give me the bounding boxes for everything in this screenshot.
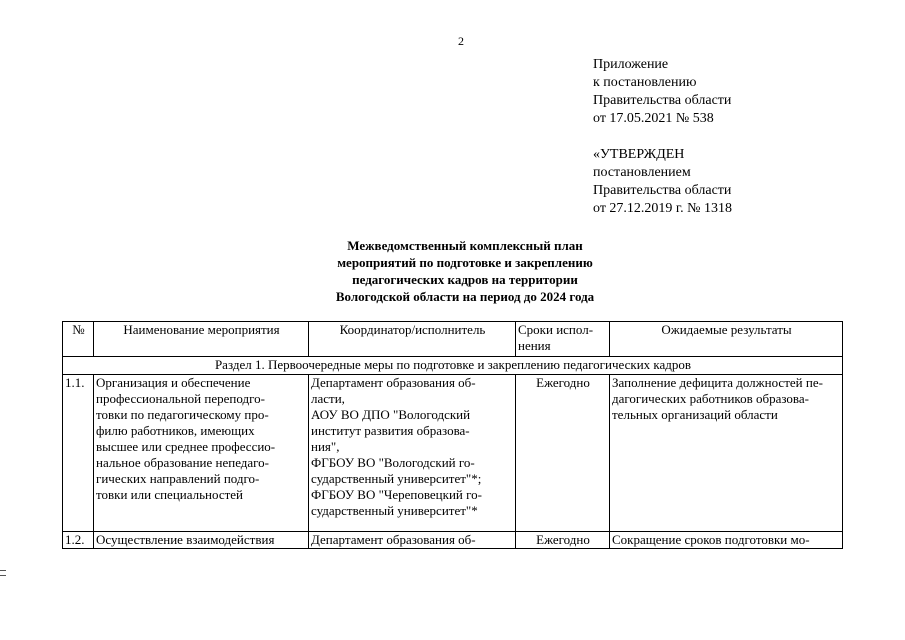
header-coordinator: Координатор/исполнитель — [309, 322, 516, 357]
appendix-line: Правительства области — [593, 93, 732, 108]
header-deadline-line: Сроки испол- — [518, 322, 594, 337]
row-coordinator-line: Департамент образования об- — [311, 375, 476, 390]
header-name: Наименование мероприятия — [94, 322, 309, 357]
row-coordinator — [309, 375, 516, 532]
row-name-line: филю работников, имеющих — [96, 423, 255, 438]
row-results-line: Заполнение дефицита должностей пе- — [612, 375, 823, 390]
appendix-line: к постановлению — [593, 75, 697, 90]
row-coordinator-line: ния", — [311, 439, 340, 454]
title-line: педагогических кадров на территории — [352, 272, 578, 287]
row-results — [610, 532, 843, 549]
row-name-line: гических направлений подго- — [96, 471, 260, 486]
row-coordinator-line: ФГБОУ ВО "Вологодский го- — [311, 455, 475, 470]
row-deadline: Ежегодно — [516, 532, 610, 549]
row-name-line: товки или специальностей — [96, 487, 243, 502]
approval-line: постановлением — [593, 165, 691, 180]
row-coordinator-line: ФГБОУ ВО "Череповецкий го- — [311, 487, 482, 502]
row-results-line: тельных организаций области — [612, 407, 778, 422]
header-number: № — [63, 322, 94, 357]
row-name-line: высшее или среднее профессио- — [96, 439, 276, 454]
header-deadline — [516, 322, 610, 357]
section-row — [63, 357, 843, 375]
title-line: мероприятий по подготовке и закреплению — [337, 255, 593, 270]
row-coordinator-line: сударственный университет"*; — [311, 471, 482, 486]
row-results-line: Сокращение сроков подготовки мо- — [612, 532, 810, 547]
approval-block — [593, 146, 732, 218]
row-coordinator-line: сударственный университет"* — [311, 503, 478, 518]
approval-line: Правительства области — [593, 183, 732, 198]
row-coordinator-line: АОУ ВО ДПО "Вологодский — [311, 407, 471, 422]
row-deadline: Ежегодно — [516, 375, 610, 532]
section-title: Раздел 1. Первоочередные меры по подготовке и закреплению педагогических кадров — [63, 357, 843, 375]
document-title — [270, 237, 660, 305]
title-line: Межведомственный комплексный план — [347, 238, 583, 253]
row-coordinator — [309, 532, 516, 549]
appendix-block — [593, 56, 731, 128]
header-deadline-line: нения — [518, 338, 551, 353]
row-number: 1.1. — [63, 375, 94, 532]
row-name-line: Осуществление взаимодействия — [96, 532, 275, 547]
plan-table — [62, 321, 843, 549]
row-results-line: дагогических работников образова- — [612, 391, 809, 406]
appendix-line: Приложение — [593, 57, 669, 72]
row-name-line: нальное образование непедаго- — [96, 455, 270, 470]
row-name-line: Организация и обеспечение — [96, 375, 251, 390]
row-coordinator-line: ласти, — [311, 391, 345, 406]
row-name-line: товки по педагогическому про- — [96, 407, 269, 422]
approval-line: «УТВЕРЖДЕН — [593, 147, 685, 162]
table-header-row — [63, 322, 843, 357]
table-row — [63, 532, 843, 549]
header-results: Ожидаемые результаты — [610, 322, 843, 357]
row-name-line: профессиональной переподго- — [96, 391, 265, 406]
row-results — [610, 375, 843, 532]
title-line: Вологодской области на период до 2024 года — [335, 289, 595, 304]
row-number: 1.2. — [63, 532, 94, 549]
row-name — [94, 532, 309, 549]
appendix-line: от 17.05.2021 № 538 — [593, 111, 714, 126]
row-coordinator-line: Департамент образования об- — [311, 532, 476, 547]
scan-margin-mark — [0, 570, 6, 576]
approval-line: от 27.12.2019 г. № 1318 — [593, 201, 732, 216]
row-name — [94, 375, 309, 532]
page-number: 2 — [458, 34, 464, 48]
table-row — [63, 375, 843, 532]
row-coordinator-line: институт развития образова- — [311, 423, 470, 438]
